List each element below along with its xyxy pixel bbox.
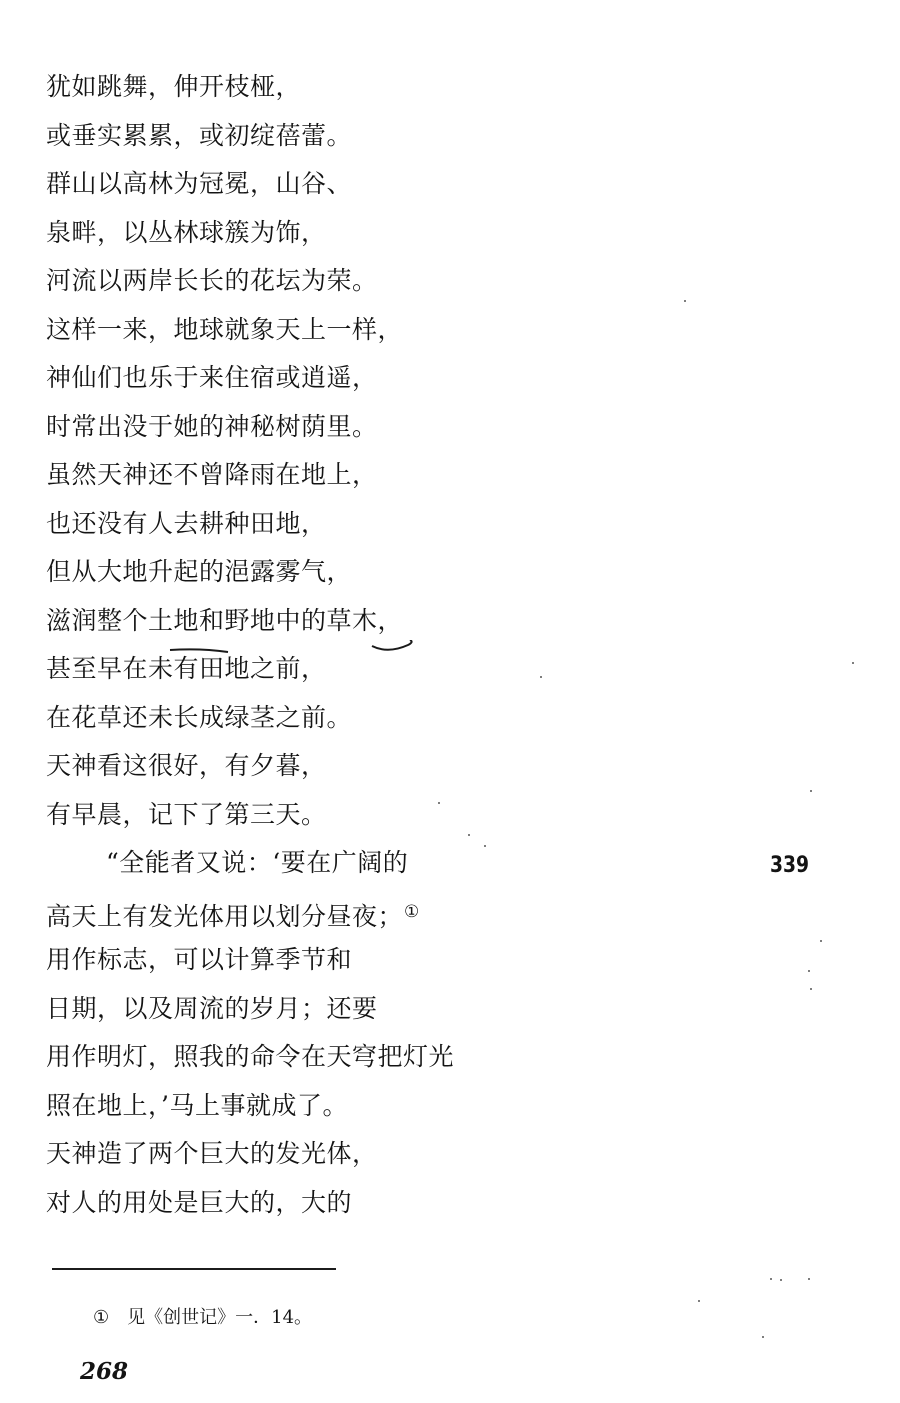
poem-line: 河流以两岸长长的花坛为荣。 (46, 266, 378, 295)
footnote-text: 见《创世记》一．14。 (127, 1307, 313, 1328)
footnote-rule (52, 1268, 336, 1270)
poem-line: 照在地上，’马上事就成了。 (46, 1090, 348, 1120)
pen-underline-mark (160, 640, 420, 662)
poem-line: 对人的用处是巨大的，大的 (46, 1187, 353, 1217)
poem-line: 甚至早在未有田地之前， (46, 654, 327, 683)
footnote-reference[interactable]: ① (404, 901, 420, 922)
poem-line: 但从大地升起的浥露雾气， (46, 557, 353, 586)
poem-line: 这样一来，地球就象天上一样， (46, 314, 404, 344)
poem-line: 虽然天神还不曾降雨在地上， (46, 460, 378, 489)
poem-line: 天神造了两个巨大的发光体， (46, 1139, 378, 1168)
poem-line-indented: “全能者又说：‘要在广阔的 (106, 848, 409, 877)
poem-line: 用作明灯，照我的命令在天穹把灯光 (46, 1042, 455, 1071)
footnote-mark: ① (93, 1307, 110, 1328)
poem-line: 泉畔，以丛林球簇为饰， (46, 217, 327, 247)
page-number: 268 (80, 1358, 129, 1385)
poem-line: 日期，以及周流的岁月；还要 (46, 993, 378, 1023)
poem-line: 在花草还未长成绿茎之前。 (46, 702, 353, 732)
poem-line: 用作标志，可以计算季节和 (46, 945, 353, 974)
line-number: 339 (770, 853, 810, 878)
poem-line: 时常出没于她的神秘树荫里。 (46, 411, 378, 441)
poem-line: 滋润整个土地和野地中的草木， (46, 605, 404, 635)
poem-line: 有早晨，记下了第三天。 (46, 799, 327, 829)
footnote (93, 1303, 312, 1329)
poem-line: 神仙们也乐于来住宿或逍遥， (46, 363, 378, 392)
poem-line: 天神看这很好，有夕暮， (46, 751, 327, 780)
poem-line: 或垂实累累，或初绽蓓蕾。 (46, 120, 353, 150)
poem-line: 犹如跳舞，伸开枝桠， (46, 72, 302, 101)
poem-line-text: 高天上有发光体用以划分昼夜； (46, 901, 404, 931)
poem-line-with-note (46, 888, 454, 937)
poem-line: 也还没有人去耕种田地， (46, 508, 327, 538)
poem-line: 群山以高林为冠冕，山谷、 (46, 169, 353, 198)
